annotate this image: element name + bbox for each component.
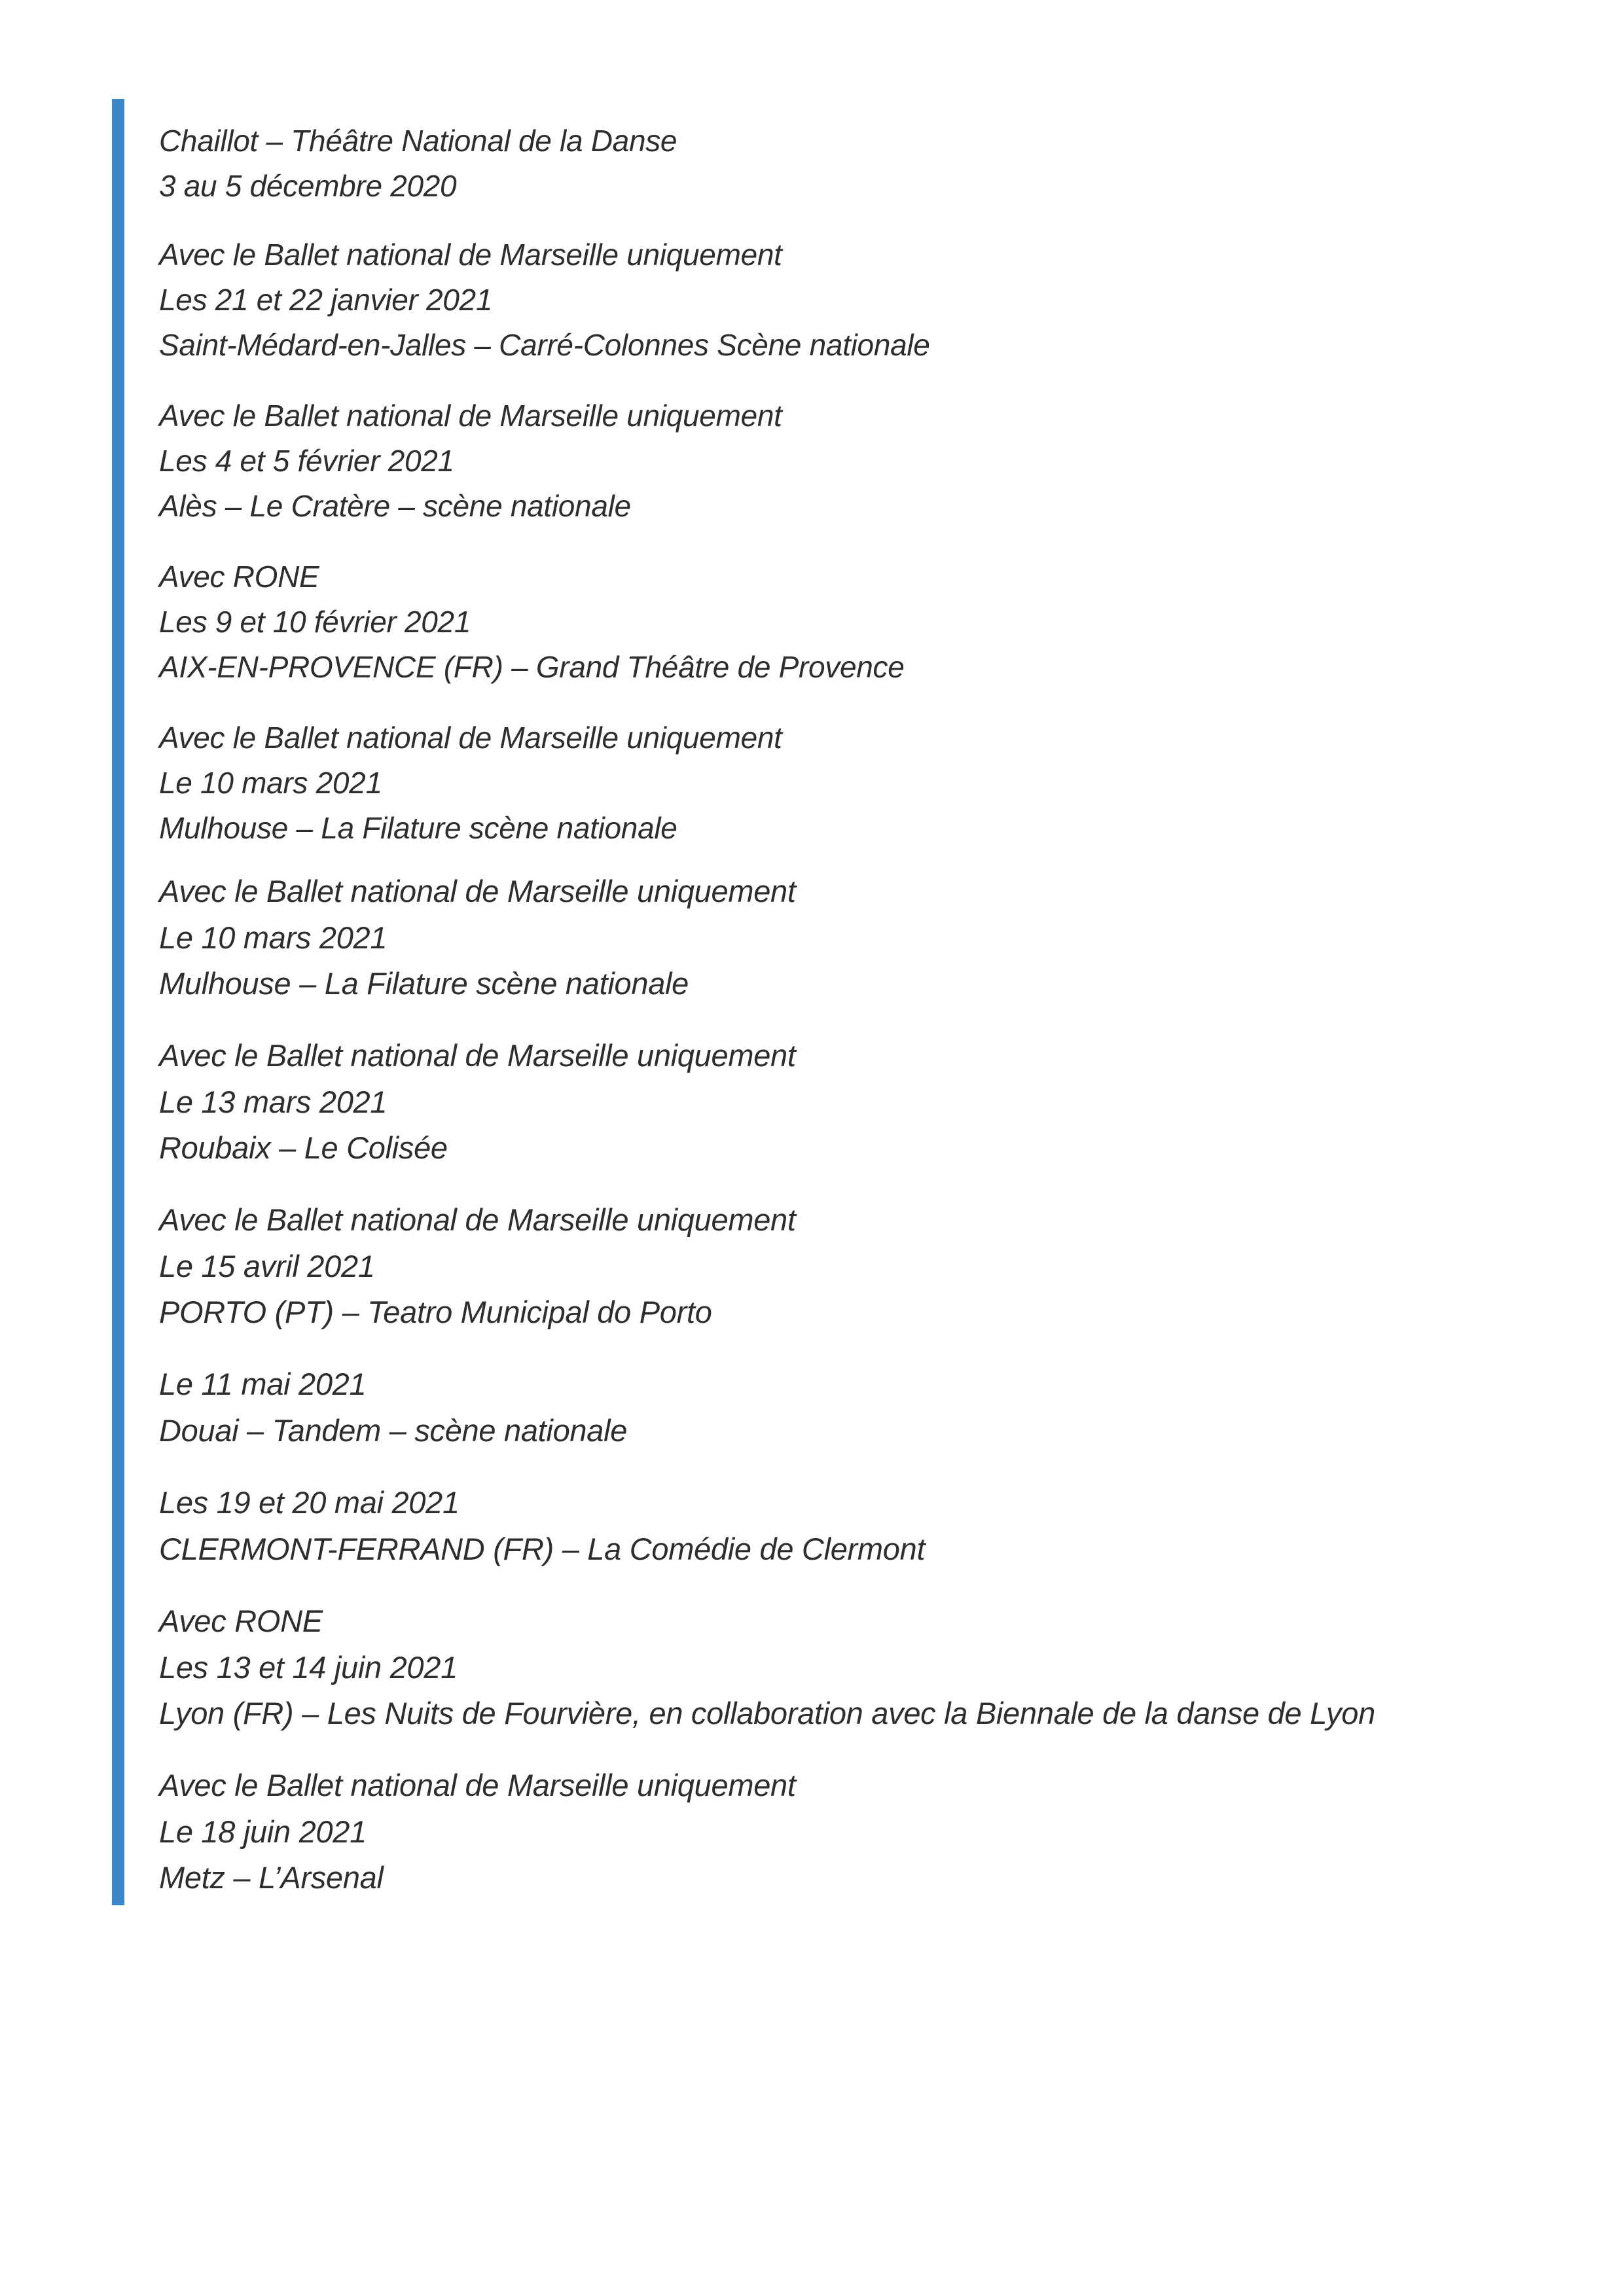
date-line: Le 11 mai 2021 [159, 1367, 367, 1401]
note-line: Avec RONE [159, 560, 319, 594]
tour-date-entry [159, 869, 796, 1007]
tour-date-entry [159, 118, 677, 209]
tour-date-entry [159, 1598, 1375, 1737]
venue-line: Mulhouse – La Filature scène nationale [159, 966, 689, 1001]
date-line: Les 9 et 10 février 2021 [159, 605, 471, 639]
note-line: Avec le Ballet national de Marseille uniquement [159, 721, 782, 755]
note-line: Avec le Ballet national de Marseille uniquement [159, 874, 796, 908]
date-line: Le 13 mars 2021 [159, 1084, 388, 1119]
venue-line: Alès – Le Cratère – scène nationale [159, 489, 631, 523]
date-line: Les 21 et 22 janvier 2021 [159, 283, 493, 317]
tour-date-entry [159, 232, 930, 368]
venue-line: Roubaix – Le Colisée [159, 1130, 448, 1165]
tour-date-entry [159, 1033, 796, 1172]
date-line: Le 18 juin 2021 [159, 1814, 367, 1849]
venue-line: CLERMONT-FERRAND (FR) – La Comédie de Clermont [159, 1531, 926, 1566]
venue-line: Saint-Médard-en-Jalles – Carré-Colonnes Scène nationale [159, 328, 930, 362]
venue-line: AIX-EN-PROVENCE (FR) – Grand Théâtre de Provence [159, 650, 905, 684]
venue-line: Chaillot – Théâtre National de la Danse [159, 124, 677, 158]
tour-date-entry [159, 1763, 796, 1901]
note-line: Avec le Ballet national de Marseille uniquement [159, 1038, 796, 1073]
tour-date-entry [159, 715, 782, 851]
venue-line: Metz – L’Arsenal [159, 1860, 384, 1895]
tour-date-entry [159, 554, 905, 690]
note-line: Avec le Ballet national de Marseille uniquement [159, 1202, 796, 1237]
note-line: Avec RONE [159, 1604, 323, 1638]
date-line: 3 au 5 décembre 2020 [159, 169, 457, 203]
tour-date-entry [159, 1480, 925, 1572]
blockquote-bar [112, 871, 124, 1905]
note-line: Avec le Ballet national de Marseille uniquement [159, 399, 782, 433]
note-line: Avec le Ballet national de Marseille uniquement [159, 238, 782, 272]
tour-date-entry [159, 1361, 627, 1454]
venue-line: PORTO (PT) – Teatro Municipal do Porto [159, 1295, 712, 1329]
blockquote-bar [112, 99, 124, 871]
date-line: Les 19 et 20 mai 2021 [159, 1485, 460, 1520]
tour-date-entry [159, 1197, 796, 1336]
tour-date-entry [159, 393, 782, 529]
date-line: Les 13 et 14 juin 2021 [159, 1649, 458, 1685]
note-line: Avec le Ballet national de Marseille uniquement [159, 1768, 796, 1803]
date-line: Le 10 mars 2021 [159, 920, 388, 955]
date-line: Le 15 avril 2021 [159, 1248, 375, 1283]
date-line: Les 4 et 5 février 2021 [159, 444, 454, 478]
venue-line: Lyon (FR) – Les Nuits de Fourvière, en collaboration avec la Biennale de la danse de Lyon [159, 1696, 1375, 1731]
date-line: Le 10 mars 2021 [159, 766, 382, 800]
venue-line: Mulhouse – La Filature scène nationale [159, 811, 677, 845]
venue-line: Douai – Tandem – scène nationale [159, 1412, 628, 1448]
